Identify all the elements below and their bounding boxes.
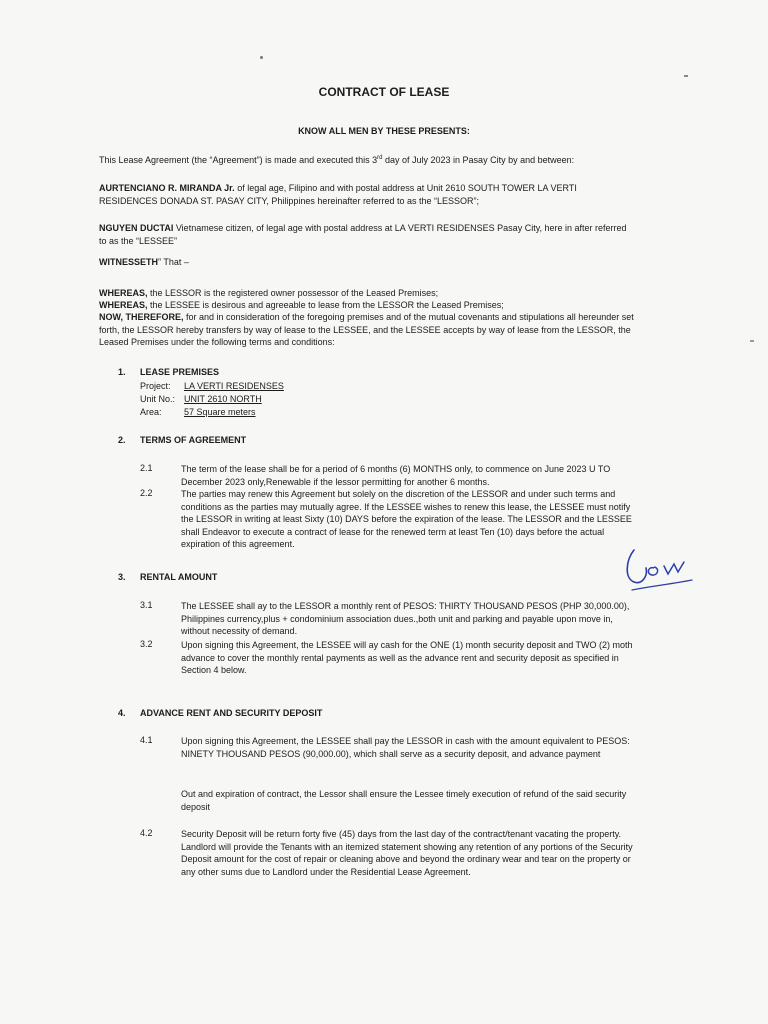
clause-2-1-number: 2.1 [140,463,153,473]
section-1-number: 1. [118,367,126,377]
clause-4-2-number: 4.2 [140,828,153,838]
section-4-title: ADVANCE RENT AND SECURITY DEPOSIT [140,708,323,718]
clause-4-1-text: Upon signing this Agreement, the LESSEE shall pay the LESSOR in cash with the amount equivalent to PESOS: NINETY THOUSAND PESOS (90,000.00), which shall serve as a security deposit, and advance payment [181,736,630,759]
document-title: CONTRACT OF LEASE [318,85,450,99]
lessee-paragraph: NGUYEN DUCTAI Vietnamese citizen, of legal age with postal address at LA VERTI RESIDENSES Pasay City, here in after referred to as the “LESSEE” [99,223,627,246]
clause-3-1-text: The LESSEE shall ay to the LESSOR a monthly rent of PESOS: THIRTY THOUSAND PESOS (PHP 30,000.00), Philippines currency,plus + condominium association dues.,both unit and parking and payable upon move in, without necessity of demand. [181,601,630,636]
section-3-number: 3. [118,572,126,582]
clause-4-1-number: 4.1 [140,735,153,745]
document-subtitle: KNOW ALL MEN BY THESE PRESENTS: [298,126,470,136]
lessee-name: NGUYEN DUCTAI [99,223,174,233]
clause-2-2-number: 2.2 [140,488,153,498]
whereas-1: WHEREAS, the LESSOR is the registered owner possessor of the Leased Premises; [99,288,439,298]
clause-3-2-text: Upon signing this Agreement, the LESSEE will ay cash for the ONE (1) month security deposit and TWO (2) moth advance to cover the monthly rental payments as well as the advance rent and security deposit as specified in Section 4 below. [181,640,633,675]
detail-area: Area: 57 Square meters [140,407,256,417]
whereas-2: WHEREAS, the LESSEE is desirous and agreeable to lease from the LESSOR the Leased Premises; [99,300,504,310]
clause-4-1-refund-text: Out and expiration of contract, the Lessor shall ensure the Lessee timely execution of refund of the said security deposit [181,789,627,812]
now-therefore: NOW, THEREFORE, for and in consideration of the foregoing premises and of the mutual covenants and stipulations all hereunder set forth, the LESSOR hereby transfers by way of lease to the LESSEE, and the LESSEE accepts by way of lease from the LESSOR, the Leased Premises under the following terms and conditions: [99,312,634,347]
clause-3-2-number: 3.2 [140,639,153,649]
section-1-title: LEASE PREMISES [140,367,220,377]
clause-2-2-text: The parties may renew this Agreement but solely on the discretion of the LESSOR and under such terms and conditions as the parties may mutually agree. If the LESSEE wishes to renew this lease, the LESSEE must notify the LESSOR in writing at least Sixty (10) DAYS before the expiration of the lease. The LESSOR and the LESSEE shall Endeavor to execute a contract of lease for the renewed term at least Ten (10) days before the actual expiration of this agreement. [181,489,632,549]
clause-4-2-text: Security Deposit will be return forty five (45) days from the last day of the contract/tenant vacating the property. Landlord will provide the Tenants with an itemized statement showing any retention of any portions of the Security Deposit amount for the cost of repair or cleaning above and beyond the ordinary wear and tear on the property or any other sums due to Landlord under the Residential Lease Agreement. [181,829,633,877]
section-2-title: TERMS OF AGREEMENT [140,435,247,445]
detail-unit: Unit No.: UNIT 2610 NORTH [140,394,262,404]
intro-paragraph: This Lease Agreement (the “Agreement”) is made and executed this 3rd day of July 2023 in Pasay City by and between: [99,155,575,165]
scan-speck [684,75,688,77]
lessor-name: AURTENCIANO R. MIRANDA Jr. [99,183,235,193]
detail-project: Project: LA VERTI RESIDENSES [140,381,284,391]
section-2-number: 2. [118,435,126,445]
lessor-paragraph: AURTENCIANO R. MIRANDA Jr. of legal age, Filipino and with postal address at Unit 2610 SOUTH TOWER LA VERTI RESIDENCES DONADA ST. PASAY CITY, Philippines hereinafter referred to as the “LESSOR”; [99,183,577,206]
section-4-number: 4. [118,708,126,718]
clause-3-1-number: 3.1 [140,600,153,610]
witnesseth-line: WITNESSETH” That – [99,257,189,267]
signature-initials [612,540,712,600]
clause-2-1-text: The term of the lease shall be for a period of 6 months (6) MONTHS only, to commence on June 2023 U TO December 2023 only,Renewable if the lessor permitting for another 6 months. [181,464,611,487]
scan-speck [260,56,263,59]
scan-speck [750,340,754,342]
section-3-title: RENTAL AMOUNT [140,572,218,582]
